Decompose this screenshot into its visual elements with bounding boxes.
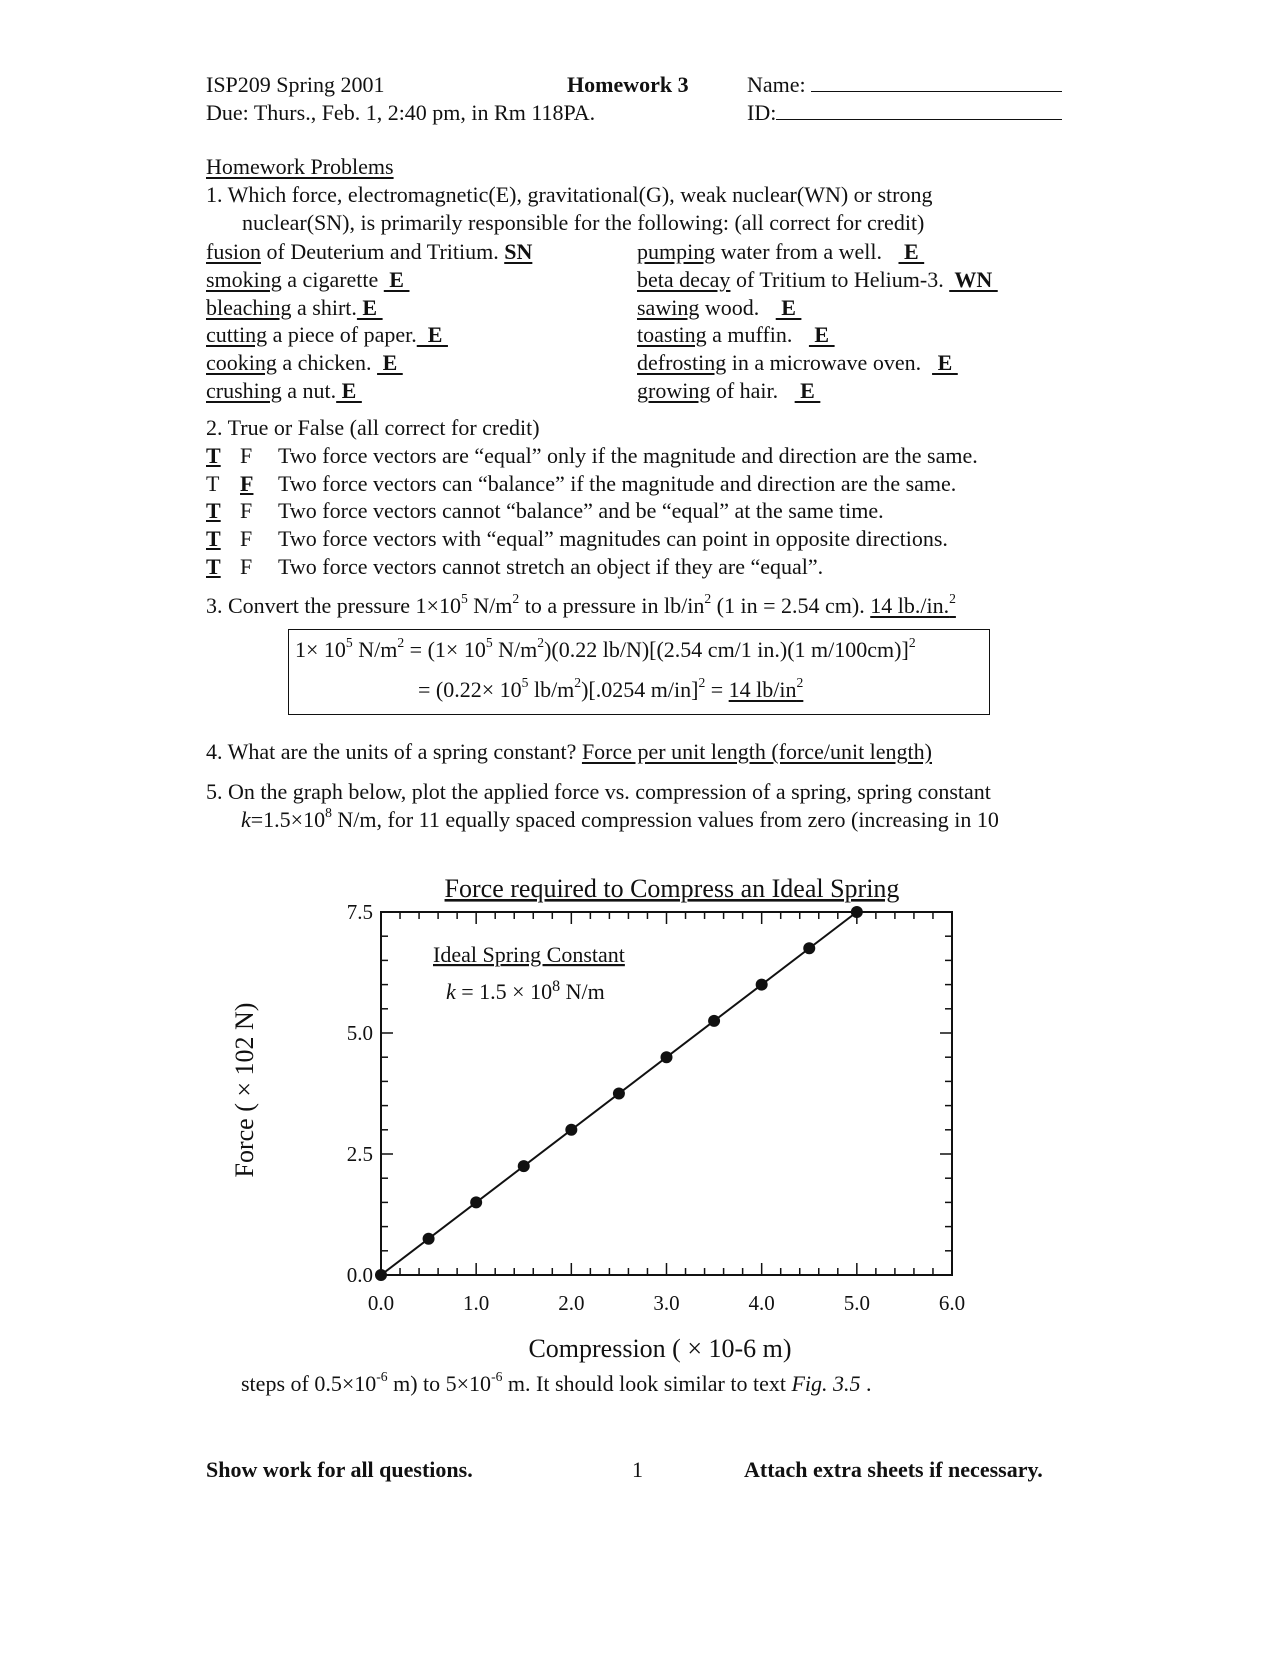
q1-item-answer: E: [898, 239, 925, 264]
math-exp: 5: [485, 634, 493, 650]
name-label: Name:: [747, 72, 806, 97]
math-exp: 5: [345, 634, 353, 650]
due-text: Due: Thurs., Feb. 1, 2:40 pm, in Rm 118PA.: [206, 100, 596, 125]
x-tick-label: 0.0: [367, 1291, 395, 1315]
section-title: Homework Problems: [206, 154, 394, 179]
q1-item-key: fusion: [206, 239, 261, 264]
q4-answer: Force per unit length (force/unit length): [581, 739, 932, 764]
data-point: [708, 1015, 720, 1027]
true-choice[interactable]: T: [206, 443, 221, 468]
data-point: [756, 979, 768, 991]
annotation-title: Ideal Spring Constant: [433, 942, 625, 967]
q1-item-answer: WN: [949, 267, 998, 292]
q3-exp: 2: [949, 590, 956, 606]
q2-statement: Two force vectors can “balance” if the magnitude and direction are the same.: [278, 471, 957, 496]
true-choice[interactable]: T: [206, 498, 221, 523]
x-tick-label: 3.0: [653, 1291, 680, 1315]
q1-item-key: cooking: [206, 350, 277, 375]
false-choice[interactable]: F: [240, 443, 253, 468]
q1-item-text: a cigarette: [281, 267, 384, 292]
q3-exp: 2: [704, 590, 712, 606]
q1-item-answer: E: [377, 350, 403, 375]
q5-exp: 8: [325, 804, 332, 820]
assignment-title: Homework 3: [567, 72, 689, 97]
data-point: [375, 1269, 387, 1281]
q1-item-text: of hair.: [710, 378, 795, 403]
q2-prompt: 2. True or False (all correct for credit): [206, 415, 540, 440]
q4-prompt: 4. What are the units of a spring constant?: [206, 739, 582, 764]
q3-exp: 2: [512, 590, 520, 606]
course-label: ISP209 Spring 2001: [206, 72, 385, 97]
q1-item-answer: E: [356, 295, 383, 320]
annotation-exp: 8: [552, 978, 561, 995]
q1-item-text: a nut.: [281, 378, 337, 403]
math-exp: 2: [698, 674, 706, 690]
math-part: = (1× 10: [404, 637, 486, 662]
q1-prompt-line1: 1. Which force, electromagnetic(E), gravitational(G), weak nuclear(WN) or strong: [206, 182, 933, 207]
y-tick-labels: [347, 900, 373, 1287]
false-choice[interactable]: F: [240, 526, 253, 551]
x-tick-label: 5.0: [843, 1291, 870, 1315]
q1-item-key: cutting: [206, 322, 268, 347]
q1-item-text: a piece of paper.: [267, 322, 417, 347]
q5-line1: 5. On the graph below, plot the applied force vs. compression of a spring, spring constant: [206, 779, 991, 804]
false-choice[interactable]: F: [240, 554, 253, 579]
y-tick-label: 2.5: [346, 1142, 373, 1166]
q2-statement: Two force vectors with “equal” magnitudes can point in opposite directions.: [278, 526, 948, 551]
q1-item-answer: SN: [504, 239, 533, 264]
annotation-value: = 1.5 × 10: [455, 979, 553, 1004]
q5-exp: -6: [491, 1368, 503, 1384]
math-exp: 2: [574, 674, 582, 690]
q1-item-key: beta decay: [637, 267, 731, 292]
q3-prompt-d: (1 in = 2.54 cm).: [711, 593, 871, 618]
q1-item-text: in a microwave oven.: [726, 350, 933, 375]
q5-part: =1.5×10: [250, 807, 326, 832]
page-number: 1: [632, 1457, 643, 1482]
q1-item-answer: E: [932, 350, 958, 375]
q1-item-key: toasting: [637, 322, 707, 347]
y-tick-label: 0.0: [346, 1263, 373, 1287]
q1-item-answer: E: [775, 295, 802, 320]
data-point: [565, 1124, 577, 1136]
q1-item-answer: E: [416, 322, 448, 347]
q1-item-answer: E: [794, 378, 821, 403]
math-part: lb/m: [528, 677, 575, 702]
q1-item-answer: E: [383, 267, 410, 292]
true-choice[interactable]: T: [206, 554, 221, 579]
x-tick-label: 2.0: [558, 1291, 585, 1315]
math-part: 1× 10: [295, 637, 346, 662]
q1-item-answer: E: [336, 378, 362, 403]
annotation-k-symbol: k: [446, 979, 456, 1004]
q5-part: m. It should look similar to text: [502, 1371, 792, 1396]
q1-item-answer: E: [808, 322, 835, 347]
q1-item-text: a muffin.: [706, 322, 809, 347]
q2-statement: Two force vectors are “equal” only if the magnitude and direction are the same.: [278, 443, 978, 468]
q3-answer-text: 14 lb./in.: [870, 593, 950, 618]
q2-statement: Two force vectors cannot stretch an object if they are “equal”.: [278, 554, 824, 579]
q1-item-text: a chicken.: [276, 350, 378, 375]
x-tick-label: 1.0: [463, 1291, 490, 1315]
data-point: [803, 942, 815, 954]
q5-part: steps of 0.5×10: [241, 1371, 377, 1396]
math-part: 14 lb/in: [728, 677, 797, 702]
q5-after-chart: [241, 1368, 872, 1396]
q1-item-key: bleaching: [206, 295, 292, 320]
y-axis-label: Force ( × 102 N): [230, 1002, 259, 1178]
math-exp: 2: [908, 634, 916, 650]
id-label: ID:: [747, 100, 777, 125]
q3-prompt-a: 3. Convert the pressure 1×10: [206, 593, 461, 618]
q3-exp: 5: [460, 590, 468, 606]
footer-right: Attach extra sheets if necessary.: [744, 1457, 1043, 1482]
math-part: N/m: [492, 637, 538, 662]
false-choice[interactable]: F: [240, 471, 254, 496]
q5-part: N/m, for 11 equally spaced compression values from zero (increasing in 10: [331, 807, 999, 832]
annotation-units: N/m: [560, 979, 605, 1004]
footer-left: Show work for all questions.: [206, 1457, 473, 1482]
x-tick-labels: [368, 1291, 965, 1315]
q3-prompt-b: N/m: [467, 593, 513, 618]
x-tick-label: 4.0: [748, 1291, 775, 1315]
chart-title: Force required to Compress an Ideal Spring: [444, 874, 900, 903]
y-tick-label: 5.0: [346, 1021, 373, 1045]
math-part: N/m: [352, 637, 398, 662]
data-point: [851, 906, 863, 918]
q5-k: k: [241, 807, 251, 832]
true-choice[interactable]: T: [206, 526, 221, 551]
q1-item-text: a shirt.: [291, 295, 357, 320]
q1-item-text: of Tritium to Helium-3.: [730, 267, 950, 292]
math-part: = (0.22× 10: [418, 677, 522, 702]
data-point: [661, 1051, 673, 1063]
q2-statement: Two force vectors cannot “balance” and be “equal” at the same time.: [278, 498, 884, 523]
data-point: [518, 1160, 530, 1172]
x-axis-label: Compression ( × 10-6 m): [528, 1334, 792, 1363]
q3-prompt-c: to a pressure in lb/in: [519, 593, 705, 618]
x-tick-label: 6.0: [938, 1291, 966, 1315]
q5-part: .: [860, 1371, 872, 1396]
true-choice[interactable]: T: [206, 471, 220, 496]
q1-item-key: sawing: [637, 295, 700, 320]
q1-item-text: water from a well.: [715, 239, 899, 264]
q1-prompt-line2: nuclear(SN), is primarily responsible for the following: (all correct for credit): [242, 210, 925, 235]
math-exp: 2: [397, 634, 405, 650]
math-exp: 5: [521, 674, 529, 690]
q5-part: m) to 5×10: [387, 1371, 492, 1396]
math-part: )[.0254 m/in]: [581, 677, 699, 702]
false-choice[interactable]: F: [240, 498, 253, 523]
q1-item-text: wood.: [699, 295, 776, 320]
q1-item-key: crushing: [206, 378, 282, 403]
data-point: [613, 1088, 625, 1100]
math-exp: 2: [537, 634, 545, 650]
math-exp: 2: [796, 674, 804, 690]
q1-item-key: pumping: [637, 239, 716, 264]
data-point: [470, 1196, 482, 1208]
q5-fig-ref: Fig. 3.5: [791, 1371, 861, 1396]
y-tick-label: 7.5: [346, 900, 373, 924]
q1-item-text: of Deuterium and Tritium.: [261, 239, 505, 264]
annotation-k: [446, 978, 605, 1004]
q5-exp: -6: [376, 1368, 388, 1384]
data-point: [423, 1233, 435, 1245]
math-part: =: [705, 677, 729, 702]
q1-item-key: defrosting: [637, 350, 727, 375]
q1-item-key: smoking: [206, 267, 282, 292]
math-part: )(0.22 lb/N)[(2.54 cm/1 in.)(1 m/100cm)]: [544, 637, 909, 662]
q1-item-key: growing: [637, 378, 711, 403]
